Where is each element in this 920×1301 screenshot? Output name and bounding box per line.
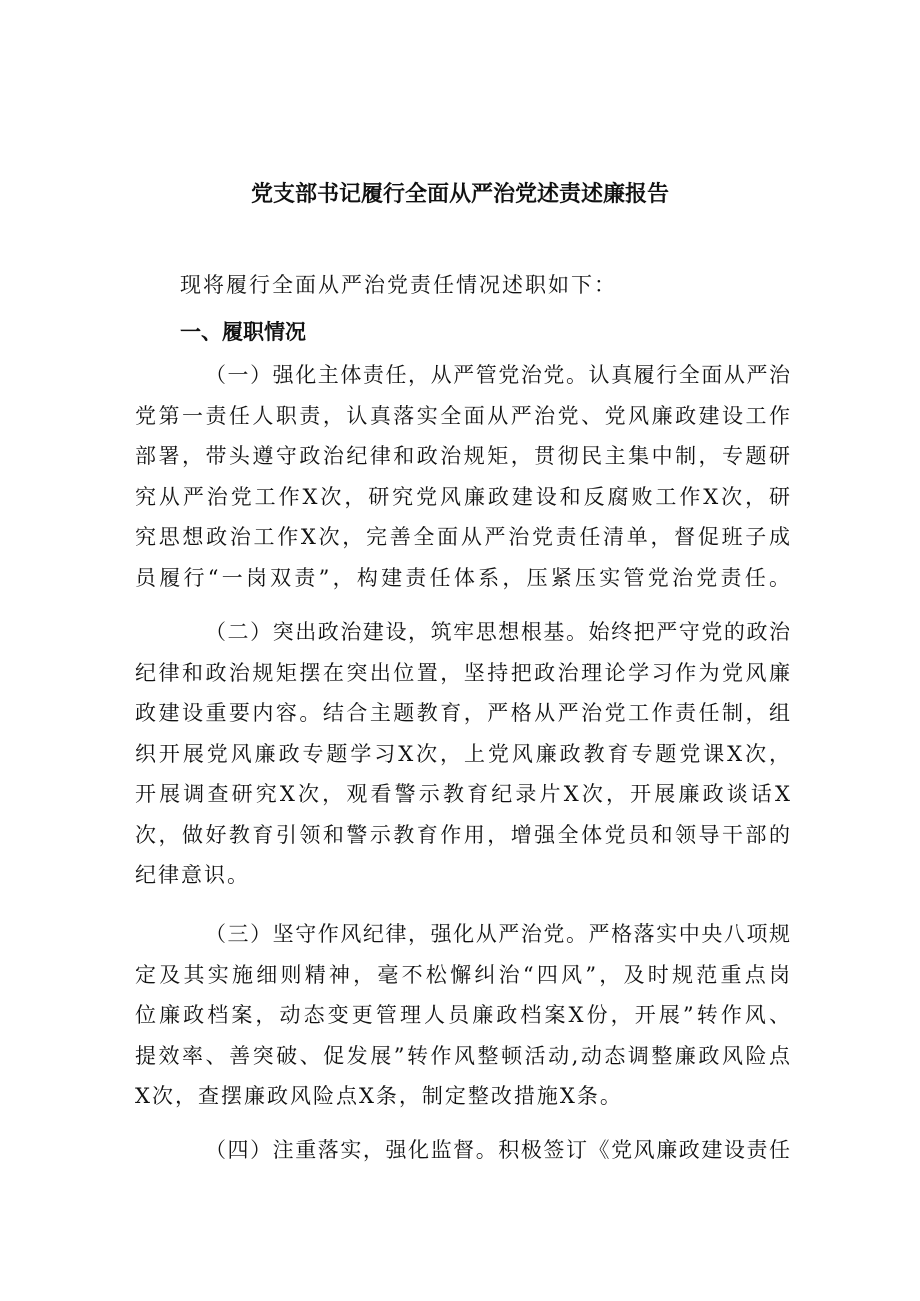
paragraph-line: 纪律和政治规矩摆在突出位置，坚持把政治理论学习作为党风廉 xyxy=(135,660,790,685)
paragraph-4 xyxy=(135,1130,790,1171)
paragraph-3 xyxy=(135,914,790,1117)
paragraph-line: （二）突出政治建设，筑牢思想根基。始终把严守党的政治 xyxy=(205,620,790,644)
paragraph-line: 政建设重要内容。结合主题教育，严格从严治党工作责任制，组 xyxy=(135,701,790,725)
paragraph-1 xyxy=(135,355,790,598)
paragraph-line: （四）注重落实，强化监督。积极签订《党风廉政建设责任 xyxy=(205,1138,790,1162)
paragraph-line: 党第一责任人职责，认真落实全面从严治党、党风廉政建设工作 xyxy=(135,403,790,428)
paragraph-line: 位廉政档案，动态变更管理人员廉政档案X份，开展”转作风、 xyxy=(135,1003,790,1027)
paragraph-line: 开展调查研究X次，观看警示教育纪录片X次，开展廉政谈话X xyxy=(135,782,790,806)
paragraph-line: 部署，带头遵守政治纪律和政治规矩，贯彻民主集中制，专题研 xyxy=(135,444,790,468)
paragraph-line: 次，做好教育引领和警示教育作用，增强全体党员和领导干部的 xyxy=(135,822,790,847)
document-title: 党支部书记履行全面从严治党述责述廉报告 xyxy=(250,182,669,207)
paragraph-line: （一）强化主体责任，从严管党治党。认真履行全面从严治 xyxy=(205,363,790,387)
paragraph-line: 定及其实施细则精神，毫不松懈纠治“四风”，及时规范重点岗 xyxy=(135,962,790,987)
paragraph-line: （三）坚守作风纪律，强化从严治党。严格落实中央八项规 xyxy=(205,922,790,946)
intro-text: 现将履行全面从严治党责任情况述职如下： xyxy=(180,273,617,297)
paragraph-line: 员履行“一岗双责”，构建责任体系，压紧压实管党治党责任。 xyxy=(135,565,790,590)
paragraph-line: 究思想政治工作X次，完善全面从严治党责任清单，督促班子成 xyxy=(135,525,790,549)
paragraph-line: 纪律意识。 xyxy=(135,863,250,887)
paragraph-line: 究从严治党工作X次，研究党风廉政建设和反腐败工作X次，研 xyxy=(135,484,790,509)
paragraph-line: 提效率、善突破、促发展”转作风整顿活动,动态调整廉政风险点 xyxy=(135,1043,790,1068)
paragraph-line: 织开展党风廉政专题学习X次，上党风廉政教育专题党课X次， xyxy=(135,741,790,766)
section-heading: 一、履职情况 xyxy=(180,320,306,344)
paragraph-2 xyxy=(135,612,790,896)
paragraph-line: X次，查摆廉政风险点X条，制定整改措施X条。 xyxy=(135,1084,623,1108)
